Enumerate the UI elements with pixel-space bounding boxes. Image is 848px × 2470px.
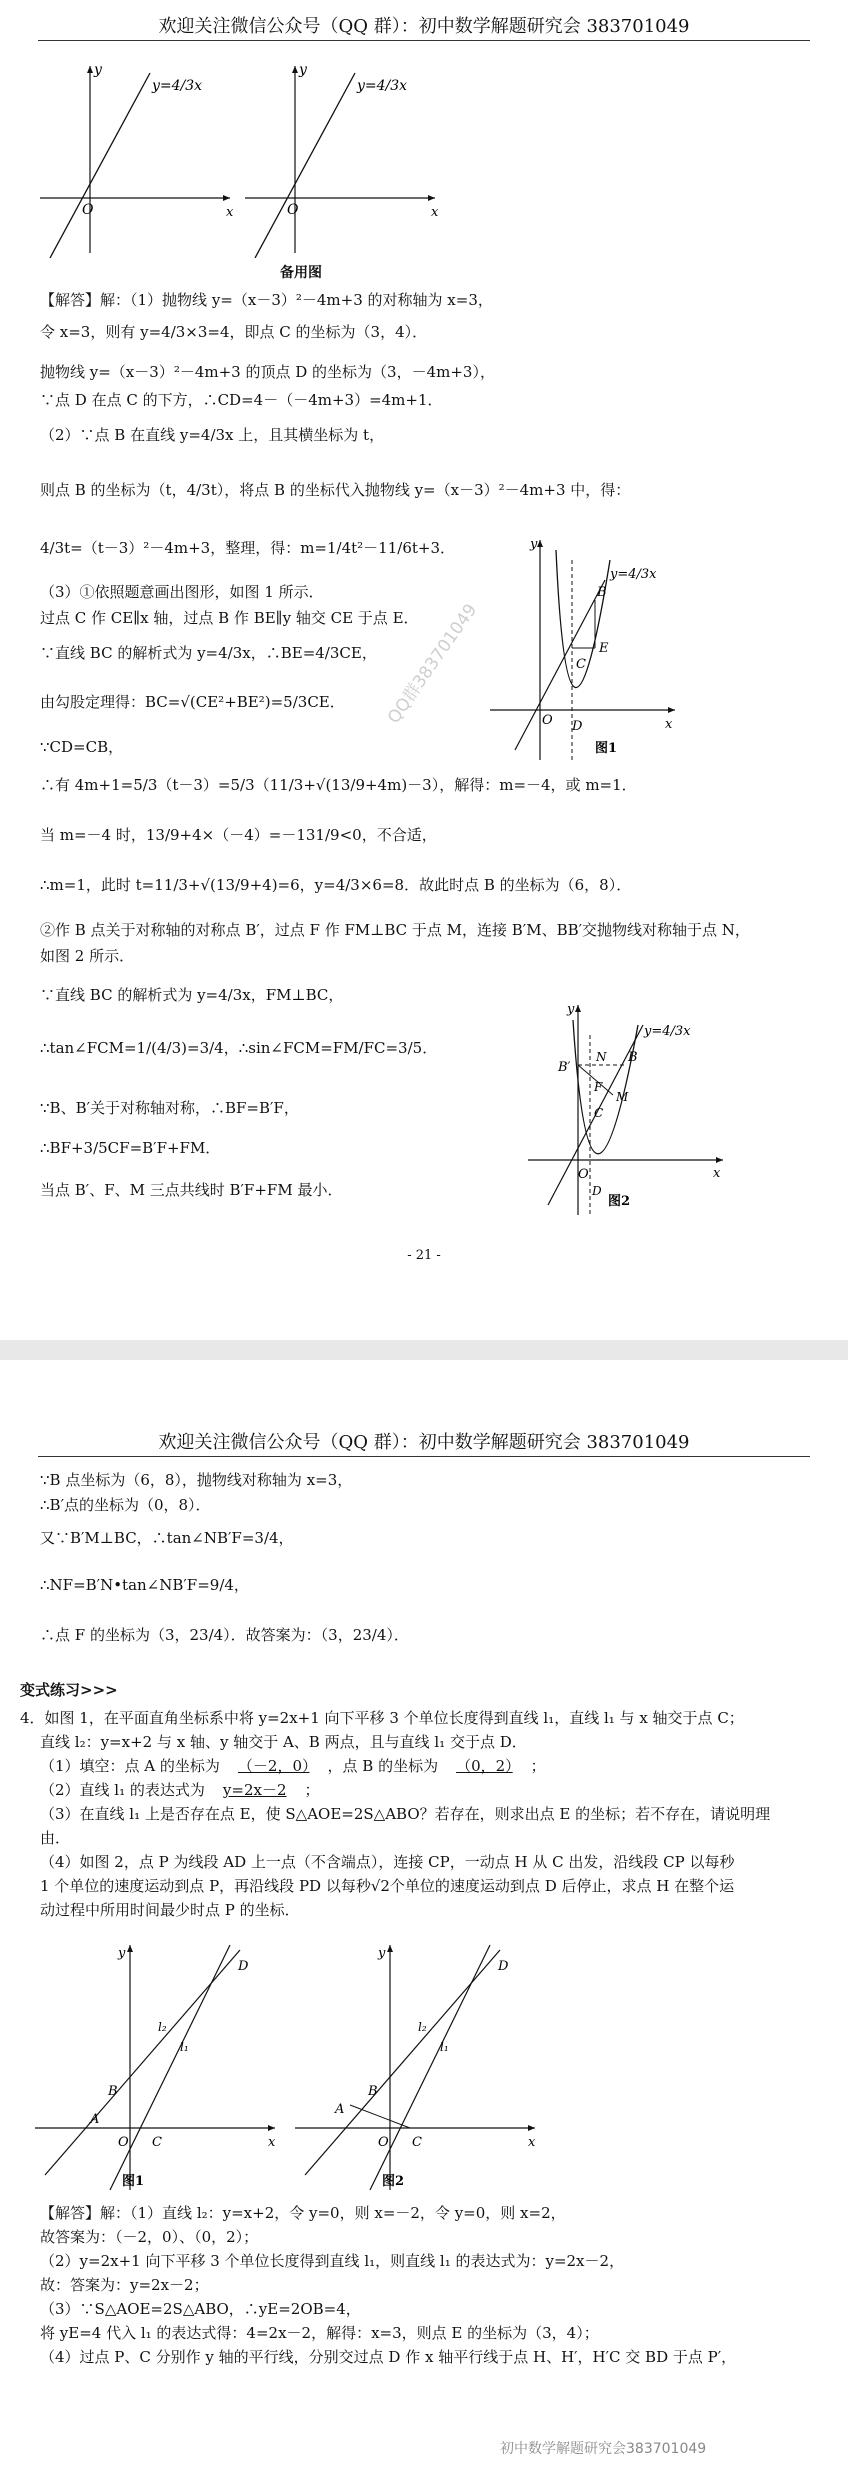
problem-line: 由． (40, 1829, 71, 1847)
svg-text:C: C (576, 657, 586, 672)
solution-line: （2）y=2x+1 向下平移 3 个单位长度得到直线 l₁，则直线 l₁ 的表达式为：y=2x－2， (40, 2252, 625, 2270)
p1-line: （3）①依照题意画出图形，如图 1 所示． (40, 583, 324, 601)
svg-text:O: O (118, 2135, 129, 2150)
p1-line: 过点 C 作 CE∥x 轴，过点 B 作 BE∥y 轴交 CE 于点 E． (40, 609, 419, 627)
solution-line: 故答案为：（－2，0）、（0，2）； (40, 2228, 259, 2246)
p1-line: ∴tan∠FCM=1/(4/3)=3/4，∴sin∠FCM=FM/FC=3/5． (40, 1039, 438, 1057)
header-divider (38, 40, 810, 41)
p1-line: ∵直线 BC 的解析式为 y=4/3x，∴BE=4/3CE， (40, 644, 377, 662)
answer-l1: y=2x－2 (222, 1781, 287, 1799)
p1-line: 4/3t=（t－3）²－4m+3，整理，得：m=1/4t²－11/6t+3． (40, 539, 455, 557)
svg-text:x: x (528, 2135, 536, 2150)
svg-text:N: N (596, 1050, 607, 1064)
problem-fig2-caption: 图2 (382, 2174, 405, 2189)
page-header: 欢迎关注微信公众号（QQ 群）：初中数学解题研究会 383701049 (158, 1432, 690, 1453)
svg-text:D: D (498, 1959, 509, 1974)
backup-graph-2 (235, 58, 495, 258)
fig1-caption: 图1 (595, 741, 618, 756)
section-title: 变式练习>>> (20, 1681, 118, 1699)
svg-text:D: D (592, 1184, 602, 1198)
p1-line: ∵点 D 在点 C 的下方，∴CD=4－（－4m+3）=4m+1． (40, 391, 443, 409)
p1-line: ∴m=1，此时 t=11/3+√(13/9+4)=6，y=4/3×6=8．故此时点 B 的坐标为（6，8）． (40, 876, 632, 894)
problem-fig1-caption: 图1 (122, 2174, 145, 2189)
p1-line: ∵直线 BC 的解析式为 y=4/3x，FM⊥BC， (40, 986, 344, 1004)
problem-figure-1 (30, 1935, 290, 2195)
p1-line: ②作 B 点关于对称轴的对称点 B′，过点 F 作 FM⊥BC 于点 M，连接 B′M、BB′交抛物线对称轴于点 N， (40, 921, 750, 939)
answer-b: （0，2） (456, 1757, 513, 1775)
page-header: 欢迎关注微信公众号（QQ 群）：初中数学解题研究会 383701049 (158, 16, 690, 37)
svg-text:x: x (431, 205, 439, 220)
p1-line: 抛物线 y=（x－3）²－4m+3 的顶点 D 的坐标为（3，－4m+3）， (40, 363, 495, 381)
svg-text:A: A (335, 2102, 345, 2117)
answer-a: （－2，0） (237, 1757, 310, 1775)
solution-line: （3）∵S△AOE=2S△ABO，∴yE=2OB=4， (40, 2300, 361, 2318)
p1-line: 令 x=3，则有 y=4/3×3=4，即点 C 的坐标为（3，4）． (40, 323, 428, 341)
p1-line: ∵B、B′关于对称轴对称，∴BF=B′F， (40, 1099, 299, 1117)
footer-watermark: 初中数学解题研究会383701049 (500, 2441, 707, 2457)
line-label-1: y=4/3x (152, 78, 203, 94)
svg-text:C: C (152, 2135, 162, 2150)
figure-2 (518, 995, 738, 1220)
fig2-line-label: y=4/3x (644, 1024, 691, 1039)
svg-text:x: x (268, 2135, 276, 2150)
p1-line: 如图 2 所示． (40, 947, 135, 965)
p2-line: ∴NF=B′N•tan∠NB′F=9/4， (40, 1576, 249, 1594)
p1-line: ∴有 4m+1=5/3（t－3）=5/3（11/3+√(13/9+4m)－3），解得：m=－4，或 m=1． (40, 776, 637, 794)
svg-text:l₁: l₁ (440, 2040, 449, 2054)
svg-text:O: O (287, 202, 299, 218)
p1-line: ∵CD=CB， (40, 738, 124, 756)
page-2 (0, 1360, 848, 2470)
svg-text:y: y (299, 62, 307, 78)
problem-line: 直线 l₂：y=x+2 与 x 轴、y 轴交于 A、B 两点，且与直线 l₁ 交于点 D． (40, 1733, 527, 1751)
svg-text:B: B (108, 2084, 118, 2099)
svg-text:y: y (118, 1946, 126, 1961)
solution-line: 将 yE=4 代入 l₁ 的表达式得：4=2x－2，解得：x=3，则点 E 的坐标为（3，4）； (40, 2324, 599, 2342)
p1-line: 由勾股定理得：BC=√(CE²+BE²)=5/3CE． (40, 693, 345, 711)
svg-text:x: x (665, 717, 673, 732)
line-label-2: y=4/3x (357, 78, 408, 94)
problem-line: 动过程中所用时间最少时点 P 的坐标． (40, 1901, 300, 1919)
svg-text:M: M (616, 1090, 629, 1104)
svg-text:D: D (238, 1959, 249, 1974)
svg-text:O: O (378, 2135, 389, 2150)
page-number: - 21 - (407, 1248, 441, 1263)
svg-text:B: B (368, 2084, 378, 2099)
svg-text:O: O (82, 202, 94, 218)
svg-text:y: y (530, 537, 538, 552)
svg-text:O: O (578, 1167, 589, 1182)
problem-line: 4．如图 1，在平面直角坐标系中将 y=2x+1 向下平移 3 个单位长度得到直线 l₁，直线 l₁ 与 x 轴交于点 C； (20, 1709, 744, 1727)
svg-text:E: E (599, 641, 609, 656)
svg-text:l₂: l₂ (158, 2020, 167, 2034)
p2-line: ∴点 F 的坐标为（3，23/4）．故答案为：（3，23/4）． (40, 1626, 409, 1644)
svg-text:x: x (713, 1166, 721, 1181)
svg-text:y: y (94, 62, 102, 78)
svg-text:B: B (597, 585, 607, 600)
backup-caption: 备用图 (280, 265, 322, 281)
svg-text:y: y (567, 1002, 575, 1017)
svg-text:C: C (594, 1106, 604, 1120)
problem-line: （4）如图 2，点 P 为线段 AD 上一点（不含端点），连接 CP，一动点 H 从 C 出发，沿线段 CP 以每秒 (40, 1853, 735, 1871)
p2-line: 又∵B′M⊥BC，∴tan∠NB′F=3/4， (40, 1529, 294, 1547)
svg-text:l₁: l₁ (180, 2040, 189, 2054)
page-gap (0, 1340, 848, 1360)
problem-fill-2: （2）直线 l₁ 的表达式为 y=2x－2 ； (40, 1781, 320, 1799)
p1-line: 【解答】解：（1）抛物线 y=（x－3）²－4m+3 的对称轴为 x=3， (40, 291, 493, 309)
svg-text:x: x (226, 205, 234, 220)
svg-text:O: O (542, 713, 553, 728)
p1-line: （2）∵点 B 在直线 y=4/3x 上，且其横坐标为 t， (40, 426, 385, 444)
p2-line: ∴B′点的坐标为（0，8）． (40, 1496, 211, 1514)
header-divider (38, 1456, 810, 1457)
svg-text:B′: B′ (558, 1060, 571, 1075)
p1-line: 则点 B 的坐标为（t，4/3t），将点 B 的坐标代入抛物线 y=（x－3）²－4m+3 中，得： (40, 481, 631, 499)
solution-line: （4）过点 P、C 分别作 y 轴的平行线，分别交过点 D 作 x 轴平行线于点 H、H′，H′C 交 BD 于点 P′， (40, 2348, 737, 2366)
solution-line: 故：答案为：y=2x－2； (40, 2276, 209, 2294)
fig1-line-label: y=4/3x (610, 567, 657, 582)
problem-line: （3）在直线 l₁ 上是否存在点 E，使 S△AOE=2S△ABO？若存在，则求出点 E 的坐标；若不存在，请说明理 (40, 1805, 771, 1823)
solution-line: 【解答】解：（1）直线 l₂：y=x+2，令 y=0，则 x=－2，令 y=0，则 x=2， (40, 2204, 566, 2222)
watermark: QQ群383701049 (383, 600, 482, 728)
svg-text:C: C (412, 2135, 422, 2150)
p2-line: ∵B 点坐标为（6，8），抛物线对称轴为 x=3， (40, 1471, 353, 1489)
figure-1 (480, 520, 710, 770)
problem-figure-2 (290, 1935, 550, 2195)
p1-line: ∴BF+3/5CF=B′F+FM． (40, 1139, 221, 1157)
fig2-caption: 图2 (608, 1194, 631, 1209)
p1-line: 当 m=－4 时，13/9+4×（－4）=－131/9<0，不合适， (40, 826, 437, 844)
problem-fill-1: （1）填空：点 A 的坐标为 （－2，0） ，点 B 的坐标为 （0，2） ； (40, 1757, 546, 1775)
p1-line: 当点 B′、F、M 三点共线时 B′F+FM 最小． (40, 1181, 343, 1199)
svg-text:y: y (378, 1946, 386, 1961)
svg-text:D: D (572, 719, 583, 734)
svg-text:A: A (90, 2112, 100, 2127)
problem-line: 1 个单位的速度运动到点 P，再沿线段 PD 以每秒√2个单位的速度运动到点 D 后停止，求点 H 在整个运 (40, 1877, 735, 1895)
svg-text:B: B (628, 1050, 638, 1065)
svg-text:F: F (594, 1080, 603, 1094)
svg-text:l₂: l₂ (418, 2020, 427, 2034)
